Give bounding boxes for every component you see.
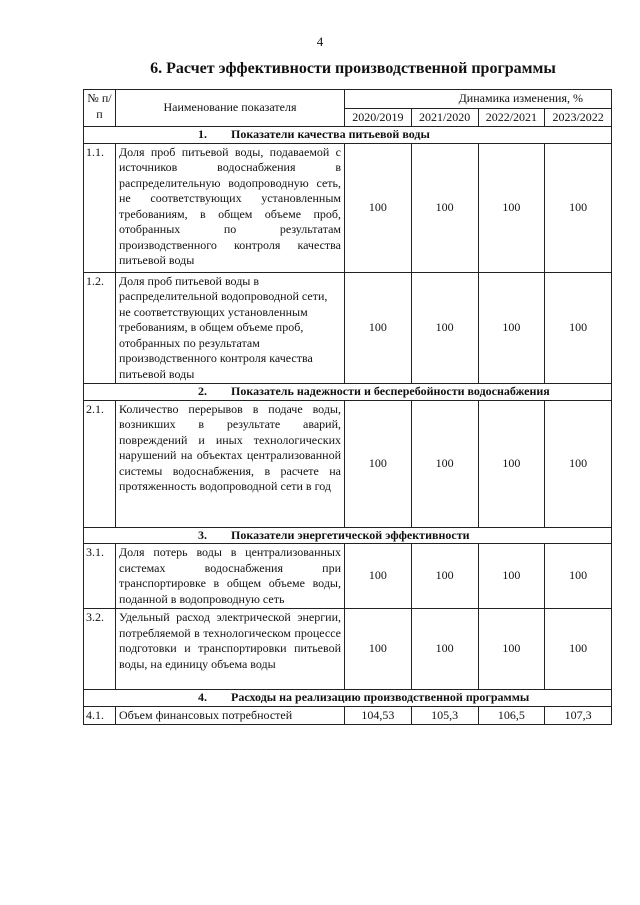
section-title: Показатели энергетической эффективности (231, 527, 470, 542)
header-indicator-name: Наименование показателя (116, 90, 345, 127)
value-cell: 100 (545, 544, 612, 609)
header-year: 2022/2021 (478, 108, 545, 127)
value-cell: 100 (345, 609, 412, 690)
row-number: 3.1. (84, 544, 116, 609)
row-number: 3.2. (84, 609, 116, 690)
row-number: 4.1. (84, 706, 116, 725)
table-row (84, 609, 612, 690)
indicator-name: Удельный расход электрической энергии, потребляемой в технологическом процессе подготовки и транспортировки питьевой воды, на единицу объема воды (116, 609, 345, 690)
value-cell: 100 (478, 400, 545, 527)
value-cell: 100 (545, 143, 612, 272)
indicator-name: Доля потерь воды в централизованных системах водоснабжения при транспортировке в общем объеме воды, поданной в водопроводную сеть (116, 544, 345, 609)
section-heading (84, 527, 612, 544)
value-cell: 104,53 (345, 706, 412, 725)
indicator-name: Доля проб питьевой воды в распределительной водопроводной сети, не соответствующих установленным требованиям, в общем объеме проб, отобранных по результатам производственного контроля качества питьевой воды (116, 272, 345, 384)
row-number: 2.1. (84, 400, 116, 527)
section-row (84, 690, 612, 707)
value-cell: 100 (478, 272, 545, 384)
section-number: 3. (198, 527, 207, 542)
section-heading (84, 384, 612, 401)
header-year: 2021/2020 (411, 108, 478, 127)
value-cell: 100 (345, 544, 412, 609)
section-number: 1. (198, 127, 207, 141)
value-cell: 100 (345, 272, 412, 384)
value-cell: 100 (345, 400, 412, 527)
section-title: Показатели качества питьевой воды (231, 127, 430, 141)
value-cell: 100 (411, 143, 478, 272)
value-cell: 106,5 (478, 706, 545, 725)
value-cell: 100 (545, 272, 612, 384)
section-row (84, 527, 612, 544)
row-number: 1.1. (84, 143, 116, 272)
section-heading (84, 690, 612, 707)
value-cell: 100 (411, 609, 478, 690)
value-cell: 100 (411, 400, 478, 527)
table-row (84, 400, 612, 527)
value-cell: 100 (478, 143, 545, 272)
indicator-name: Доля проб питьевой воды, подаваемой с источников водоснабжения в распределительную водопроводную сеть, не соответствующих установленным требованиям, в общем объеме проб, отобранных по результатам производственного контроля качества питьевой воды (116, 143, 345, 272)
section-title: Показатель надежности и бесперебойности водоснабжения (231, 384, 550, 398)
value-cell: 100 (411, 272, 478, 384)
section-row (84, 384, 612, 401)
section-heading (84, 127, 612, 144)
header-year: 2023/2022 (545, 108, 612, 127)
header-dynamics: Динамика изменения, % (345, 90, 612, 109)
header-year: 2020/2019 (345, 108, 412, 127)
section-title: Расходы на реализацию производственной программы (231, 690, 530, 704)
value-cell: 107,3 (545, 706, 612, 725)
table-row (84, 143, 612, 272)
header-num: № п/п (84, 90, 116, 127)
table-row (84, 544, 612, 609)
value-cell: 100 (478, 544, 545, 609)
section-row (84, 127, 612, 144)
value-cell: 100 (545, 609, 612, 690)
value-cell: 100 (478, 609, 545, 690)
document-title: 6. Расчет эффективности производственной программы (150, 60, 556, 77)
value-cell: 100 (345, 143, 412, 272)
value-cell: 100 (411, 544, 478, 609)
page-number: 4 (316, 34, 324, 49)
efficiency-table (83, 89, 612, 725)
table-row (84, 272, 612, 384)
indicator-name: Объем финансовых потребностей (116, 706, 345, 725)
indicator-name: Количество перерывов в подаче воды, возникших в результате аварий, повреждений и иных технологических нарушений на объектах централизованной системы водоснабжения, в расчете на протяженность водопроводной сети в год (116, 400, 345, 527)
value-cell: 105,3 (411, 706, 478, 725)
row-number: 1.2. (84, 272, 116, 384)
section-number: 4. (198, 690, 207, 704)
table-row (84, 706, 612, 725)
section-number: 2. (198, 384, 207, 398)
value-cell: 100 (545, 400, 612, 527)
